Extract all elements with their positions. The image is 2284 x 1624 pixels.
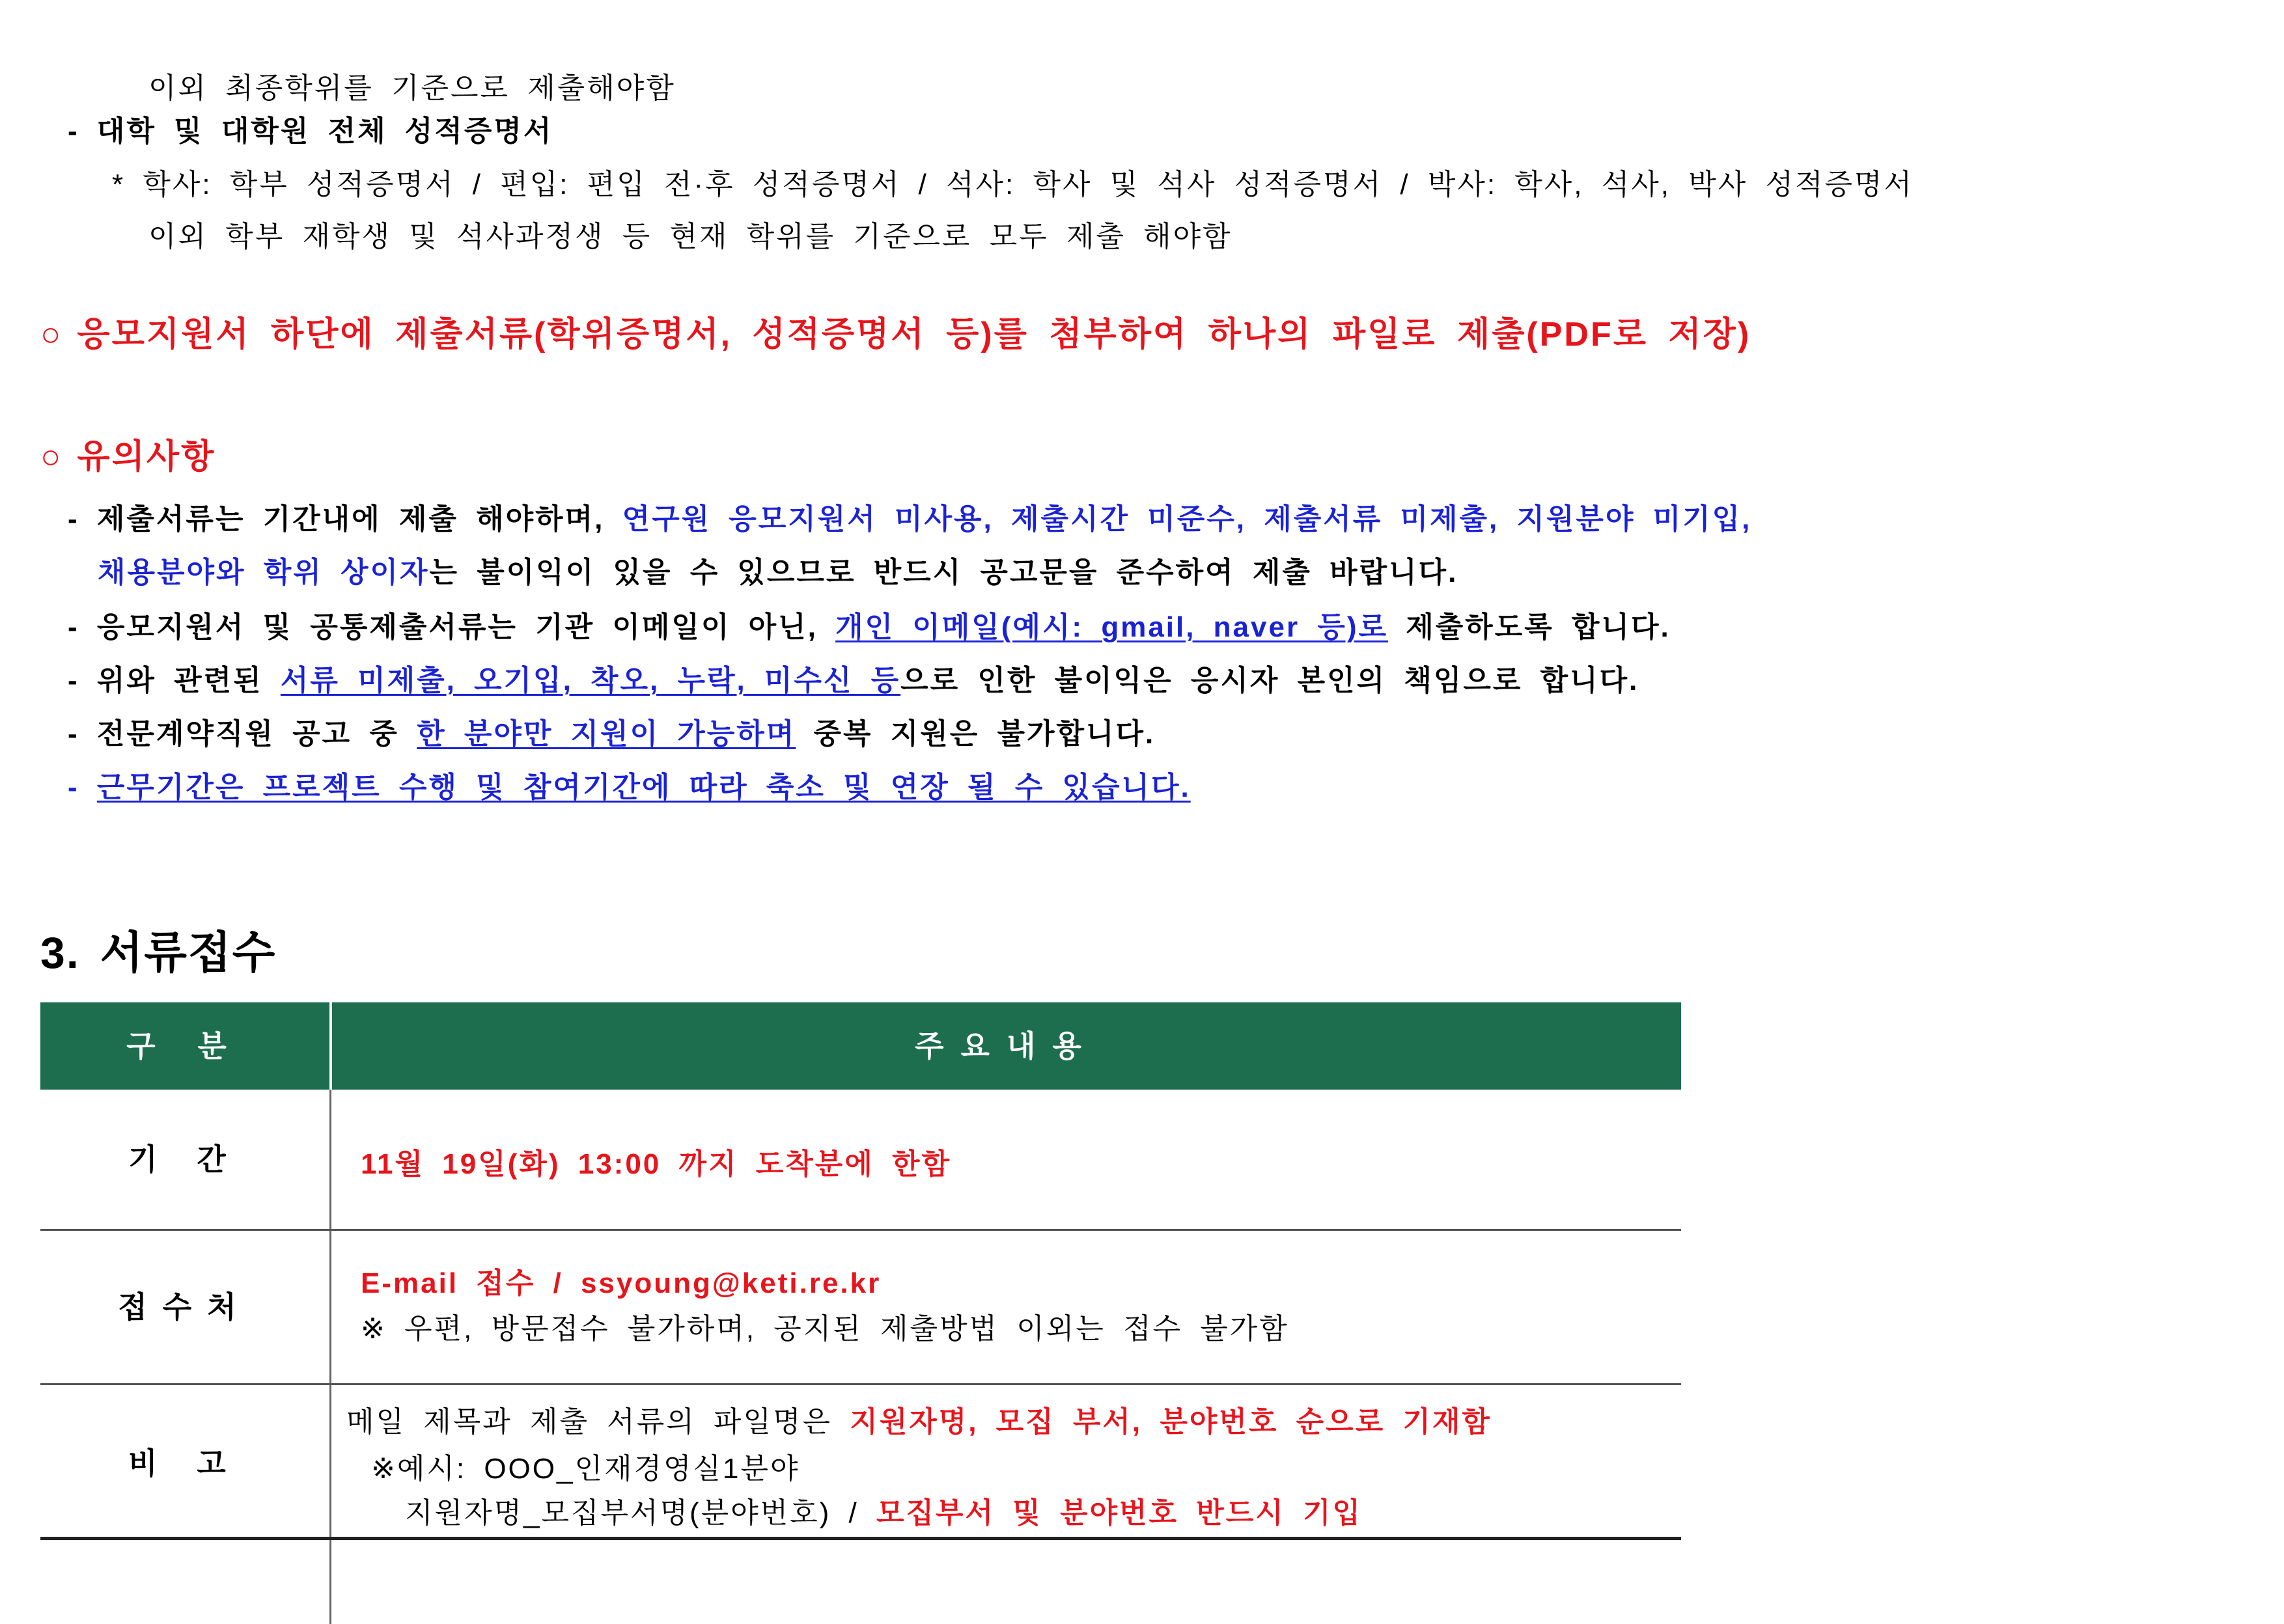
section-title: 3. 서류접수 xyxy=(40,928,277,978)
caution-item-1-suffix: 는 불이익이 있을 수 있으므로 반드시 공고문을 준수하여 제출 바랍니다. xyxy=(429,557,1458,588)
caution-item-4-prefix: - 전문계약직원 공고 중 xyxy=(68,718,417,750)
intro-line-4: 이외 학부 재학생 및 석사과정생 등 현재 학위를 기준으로 모두 제출 해야함 xyxy=(148,221,1233,253)
recipient-note: ※ 우편, 방문접수 불가하며, 공지된 제출방법 이외는 접수 불가함 xyxy=(361,1313,1289,1345)
caution-item-4 xyxy=(68,716,1155,752)
row-label-period: 기 간 xyxy=(128,1142,242,1176)
caution-item-3 xyxy=(68,663,1639,699)
cautions-title xyxy=(40,436,216,478)
table-header-content: 주요내용 xyxy=(915,1029,1098,1063)
remarks-line-3-prefix: 지원자명_모집부서명(분야번호) / xyxy=(405,1497,876,1529)
caution-item-1-line-2 xyxy=(98,555,1458,591)
caution-item-5-dash: - xyxy=(68,771,97,803)
remarks-line-3 xyxy=(405,1489,1362,1531)
caution-item-1-prefix: - 제출서류는 기간내에 제출 해야하며, xyxy=(68,503,622,535)
table-header xyxy=(40,1002,1681,1090)
table-header-category: 구 분 xyxy=(126,1029,244,1063)
submit-notice xyxy=(40,314,1751,355)
caution-item-3-blue: 서류 미제출, 오기입, 착오, 누락, 미수신 등 xyxy=(280,665,901,696)
row-label-recipient: 접수처 xyxy=(118,1290,252,1324)
recipient-email: E-mail 접수 / ssyoung@keti.re.kr xyxy=(361,1267,882,1299)
remarks-line-2: ※예시: OOO_인재경영실1분야 xyxy=(371,1453,800,1485)
caution-item-3-prefix: - 위와 관련된 xyxy=(68,665,281,696)
period-value: 11월 19일(화) 13:00 까지 도착분에 한함 xyxy=(361,1148,951,1180)
circle-bullet-icon: ○ xyxy=(40,438,63,476)
intro-line-1: 이외 최종학위를 기준으로 제출해야함 xyxy=(148,72,676,104)
caution-item-2-prefix: - 응모지원서 및 공통제출서류는 기관 이메일이 아닌, xyxy=(68,611,836,643)
caution-item-1-blue-2: 채용분야와 학위 상이자 xyxy=(98,557,430,588)
caution-item-3-suffix: 으로 인한 불이익은 응시자 본인의 책임으로 합니다. xyxy=(900,665,1639,696)
intro-line-3: * 학사: 학부 성적증명서 / 편입: 편입 전·후 성적증명서 / 석사: 학사 및 석사 성적증명서 / 박사: 학사, 석사, 박사 성적증명서 xyxy=(112,169,1914,200)
caution-item-2-blue: 개인 이메일(예시: gmail, naver 등)로 xyxy=(835,611,1388,643)
caution-item-2 xyxy=(68,609,1671,646)
caution-item-5-blue: 근무기간은 프로젝트 수행 및 참여기간에 따라 축소 및 연장 될 수 있습니다. xyxy=(96,771,1191,803)
cautions-title-text: 유의사항 xyxy=(77,438,216,476)
table-row xyxy=(40,1090,1681,1229)
row-label-remarks: 비 고 xyxy=(128,1446,242,1480)
table-row xyxy=(40,1385,1681,1621)
caution-item-1-line-1 xyxy=(68,501,1751,538)
remarks-line-1-red: 지원자명, 모집 부서, 분야번호 순으로 기재함 xyxy=(850,1406,1492,1438)
submit-notice-text: 응모지원서 하단에 제출서류(학위증명서, 성적증명서 등)를 첨부하여 하나의 파일로 제출(PDF로 저장) xyxy=(77,316,1751,353)
caution-item-4-suffix: 중복 지원은 불가합니다. xyxy=(796,718,1156,750)
remarks-line-1 xyxy=(346,1398,1492,1440)
intro-line-2: - 대학 및 대학원 전체 성적증명서 xyxy=(68,115,553,147)
table-row xyxy=(40,1231,1681,1383)
remarks-line-1-prefix: 메일 제목과 제출 서류의 파일명은 xyxy=(346,1406,850,1438)
caution-item-4-blue: 한 분야만 지원이 가능하며 xyxy=(417,718,796,750)
caution-item-1-blue: 연구원 응모지원서 미사용, 제출시간 미준수, 제출서류 미제출, 지원분야 미기입, xyxy=(622,503,1752,535)
table-bottom-border xyxy=(40,1537,1681,1540)
circle-bullet-icon: ○ xyxy=(40,316,63,353)
caution-item-5 xyxy=(68,769,1191,806)
remarks-line-3-red: 모집부서 및 분야번호 반드시 기입 xyxy=(876,1497,1362,1529)
caution-item-2-suffix: 제출하도록 합니다. xyxy=(1387,611,1671,643)
